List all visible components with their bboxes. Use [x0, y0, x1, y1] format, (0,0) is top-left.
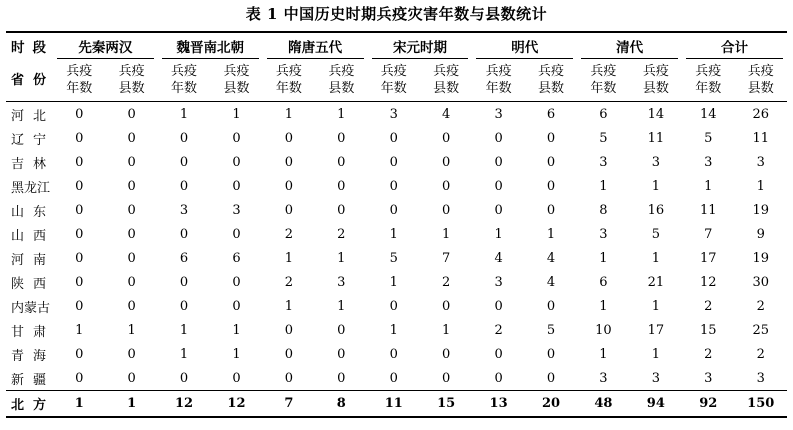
table-cell: 0	[442, 202, 451, 218]
table-cell: 3	[494, 106, 503, 122]
table-cell: 0	[494, 202, 503, 218]
table-cell: 17	[700, 250, 717, 266]
table-cell: 0	[232, 130, 241, 146]
table-cell: 0	[389, 202, 398, 218]
table-cell: 0	[546, 346, 556, 362]
table-cell: 1	[651, 178, 660, 194]
table-cell: 0	[127, 370, 136, 386]
table-cell: 3	[599, 370, 608, 386]
table-cell: 1	[179, 346, 189, 362]
table-cell: 0	[337, 130, 346, 146]
table-cell: 17	[647, 322, 665, 338]
table-cell: 14	[700, 106, 717, 122]
subheader-years: 兵疫 年数	[158, 59, 210, 102]
table-cell: 2	[704, 298, 713, 314]
province-name: 新 疆	[11, 372, 46, 388]
table-cell: 0	[389, 298, 398, 314]
table-cell: 0	[127, 130, 136, 146]
table-cell: 0	[75, 130, 84, 146]
table-cell: 0	[232, 274, 241, 290]
table-cell: 0	[546, 202, 556, 218]
table-cell: 0	[127, 106, 136, 122]
table-cell: 0	[494, 154, 503, 170]
total-row	[6, 391, 787, 418]
table-cell: 0	[284, 322, 294, 338]
total-label: 北 方	[6, 391, 53, 418]
table-cell: 0	[442, 178, 451, 194]
table-cell: 11	[700, 202, 717, 218]
province-header-label: 省 份	[6, 59, 53, 102]
table-cell: 0	[179, 226, 189, 242]
total-cell: 1	[105, 391, 157, 418]
table-body	[6, 102, 787, 391]
table-cell: 0	[494, 178, 503, 194]
table-cell: 19	[752, 202, 770, 218]
table-cell: 25	[752, 322, 770, 338]
table-cell: 21	[647, 274, 665, 290]
table-cell: 0	[494, 130, 503, 146]
table-cell: 0	[75, 370, 84, 386]
table-cell: 2	[337, 226, 346, 242]
table-cell: 11	[647, 130, 665, 146]
table-cell: 0	[179, 274, 189, 290]
table-cell: 1	[179, 322, 189, 338]
table-cell: 6	[599, 274, 608, 290]
table-cell: 3	[704, 370, 713, 386]
subheader-counties: 兵疫 县数	[420, 59, 472, 102]
table-cell: 1	[389, 322, 398, 338]
total-cell: 48	[577, 391, 629, 418]
period-header: 清代	[577, 32, 682, 59]
statistics-table	[6, 31, 787, 418]
total-cell: 12	[210, 391, 262, 418]
subheader-counties: 兵疫 县数	[105, 59, 157, 102]
table-cell: 3	[756, 370, 765, 386]
table-cell: 0	[389, 154, 398, 170]
table-cell: 0	[337, 322, 346, 338]
table-cell: 1	[232, 322, 241, 338]
table-cell: 1	[389, 226, 398, 242]
table-cell: 0	[442, 298, 451, 314]
table-cell: 0	[75, 346, 84, 362]
table-cell: 0	[127, 202, 136, 218]
table-row	[6, 222, 787, 246]
table-cell: 3	[179, 202, 189, 218]
table-cell: 2	[756, 346, 765, 362]
table-cell: 0	[75, 178, 84, 194]
table-row	[6, 198, 787, 222]
period-header-label: 时 段	[6, 32, 53, 59]
table-cell: 16	[647, 202, 665, 218]
subheader-years: 兵疫 年数	[53, 59, 105, 102]
period-header: 隋唐五代	[263, 32, 368, 59]
table-cell: 0	[284, 370, 294, 386]
table-cell: 0	[442, 346, 451, 362]
table-cell: 0	[284, 346, 294, 362]
table-cell: 1	[337, 298, 346, 314]
table-cell: 3	[651, 370, 660, 386]
table-cell: 1	[179, 106, 189, 122]
subheader-counties: 兵疫 县数	[525, 59, 577, 102]
table-cell: 8	[599, 202, 608, 218]
table-cell: 11	[752, 130, 770, 146]
total-cell: 13	[472, 391, 524, 418]
table-cell: 0	[75, 250, 84, 266]
subheader-counties: 兵疫 县数	[210, 59, 262, 102]
province-name: 青 海	[11, 348, 46, 364]
table-cell: 3	[232, 202, 241, 218]
province-name: 内蒙古	[11, 300, 51, 316]
table-cell: 0	[389, 370, 398, 386]
total-cell: 12	[158, 391, 210, 418]
table-cell: 0	[127, 274, 136, 290]
table-cell: 1	[337, 250, 346, 266]
table-cell: 3	[337, 274, 346, 290]
header-row-subheaders	[6, 59, 787, 102]
table-cell: 0	[337, 370, 346, 386]
table-cell: 0	[337, 346, 346, 362]
table-cell: 0	[284, 202, 294, 218]
table-cell: 0	[127, 178, 136, 194]
total-cell: 94	[630, 391, 682, 418]
province-name: 山 东	[11, 204, 46, 220]
table-cell: 0	[127, 154, 136, 170]
table-row	[6, 318, 787, 342]
total-cell: 11	[368, 391, 420, 418]
table-cell: 1	[599, 250, 608, 266]
table-cell: 0	[75, 106, 84, 122]
table-cell: 0	[75, 202, 84, 218]
table-row	[6, 246, 787, 270]
table-cell: 1	[651, 250, 660, 266]
table-cell: 0	[337, 178, 346, 194]
table-cell: 0	[442, 370, 451, 386]
table-row	[6, 366, 787, 391]
table-cell: 5	[599, 130, 608, 146]
table-cell: 0	[337, 202, 346, 218]
province-name: 黑龙江	[11, 180, 51, 196]
table-cell: 5	[389, 250, 398, 266]
table-cell: 5	[704, 130, 713, 146]
table-cell: 2	[704, 346, 713, 362]
table-cell: 1	[651, 346, 660, 362]
province-name: 陕 西	[11, 276, 46, 292]
table-cell: 0	[75, 226, 84, 242]
table-cell: 1	[337, 106, 346, 122]
table-cell: 3	[651, 154, 660, 170]
subheader-counties: 兵疫 县数	[315, 59, 367, 102]
table-cell: 1	[442, 322, 451, 338]
table-cell: 0	[389, 346, 398, 362]
subheader-counties: 兵疫 县数	[630, 59, 682, 102]
table-cell: 0	[389, 130, 398, 146]
table-cell: 4	[442, 106, 451, 122]
table-cell: 1	[651, 298, 660, 314]
total-cell: 8	[315, 391, 367, 418]
table-cell: 1	[599, 178, 608, 194]
table-cell: 0	[179, 370, 189, 386]
total-cell: 7	[263, 391, 315, 418]
table-row	[6, 174, 787, 198]
table-cell: 1	[756, 178, 765, 194]
table-cell: 7	[442, 250, 451, 266]
table-cell: 0	[546, 298, 556, 314]
table-cell: 1	[599, 346, 608, 362]
subheader-years: 兵疫 年数	[682, 59, 734, 102]
table-cell: 15	[700, 322, 717, 338]
table-cell: 1	[284, 106, 294, 122]
table-cell: 12	[700, 274, 717, 290]
table-cell: 0	[179, 178, 189, 194]
subheader-years: 兵疫 年数	[577, 59, 629, 102]
table-row	[6, 150, 787, 174]
table-cell: 0	[179, 130, 189, 146]
table-cell: 1	[389, 274, 398, 290]
total-cell: 1	[53, 391, 105, 418]
table-cell: 0	[337, 154, 346, 170]
table-cell: 3	[756, 154, 765, 170]
subheader-years: 兵疫 年数	[263, 59, 315, 102]
province-name: 吉 林	[11, 156, 46, 172]
table-cell: 1	[599, 298, 608, 314]
table-cell: 1	[442, 226, 451, 242]
table-cell: 19	[752, 250, 770, 266]
table-cell: 0	[442, 154, 451, 170]
total-cell: 150	[734, 391, 787, 418]
table-cell: 1	[284, 298, 294, 314]
table-cell: 6	[232, 250, 241, 266]
table-cell: 1	[75, 322, 84, 338]
table-cell: 0	[546, 130, 556, 146]
table-row	[6, 270, 787, 294]
table-cell: 0	[546, 178, 556, 194]
table-cell: 0	[232, 154, 241, 170]
period-header: 明代	[472, 32, 577, 59]
table-cell: 2	[442, 274, 451, 290]
table-cell: 0	[494, 346, 503, 362]
table-cell: 6	[546, 106, 556, 122]
table-cell: 0	[284, 154, 294, 170]
table-cell: 5	[546, 322, 556, 338]
table-cell: 1	[232, 346, 241, 362]
total-cell: 92	[682, 391, 734, 418]
table-cell: 0	[75, 298, 84, 314]
period-header: 魏晋南北朝	[158, 32, 263, 59]
table-cell: 4	[494, 250, 503, 266]
table-cell: 26	[752, 106, 770, 122]
table-cell: 2	[494, 322, 503, 338]
table-cell: 5	[651, 226, 660, 242]
table-cell: 4	[546, 250, 556, 266]
header-row-periods	[6, 32, 787, 59]
table-cell: 0	[75, 274, 84, 290]
table-row	[6, 126, 787, 150]
table-cell: 0	[127, 250, 136, 266]
table-cell: 0	[179, 298, 189, 314]
table-cell: 3	[389, 106, 398, 122]
table-cell: 3	[494, 274, 503, 290]
province-name: 甘 肃	[11, 324, 46, 340]
period-header: 先秦两汉	[53, 32, 158, 59]
table-cell: 0	[127, 298, 136, 314]
table-row	[6, 294, 787, 318]
table-cell: 0	[494, 370, 503, 386]
table-cell: 0	[179, 154, 189, 170]
total-cell: 20	[525, 391, 577, 418]
table-cell: 1	[232, 106, 241, 122]
province-name: 辽 宁	[11, 132, 46, 148]
table-cell: 2	[284, 274, 294, 290]
table-cell: 6	[179, 250, 189, 266]
table-cell: 0	[232, 226, 241, 242]
province-name: 河 南	[11, 252, 46, 268]
table-cell: 0	[127, 346, 136, 362]
table-cell: 0	[494, 298, 503, 314]
table-cell: 0	[232, 178, 241, 194]
period-header: 合计	[682, 32, 787, 59]
table-cell: 1	[494, 226, 503, 242]
table-cell: 9	[756, 226, 765, 242]
table-cell: 0	[284, 178, 294, 194]
province-name: 山 西	[11, 228, 46, 244]
table-cell: 2	[756, 298, 765, 314]
table-cell: 0	[389, 178, 398, 194]
table-cell: 1	[546, 226, 556, 242]
table-cell: 3	[599, 226, 608, 242]
province-name: 河 北	[11, 108, 46, 124]
table-row	[6, 342, 787, 366]
period-header: 宋元时期	[368, 32, 473, 59]
table-cell: 14	[647, 106, 665, 122]
subheader-years: 兵疫 年数	[472, 59, 524, 102]
table-title: 表 1 中国历史时期兵疫灾害年数与县数统计	[245, 5, 548, 23]
subheader-counties: 兵疫 县数	[734, 59, 787, 102]
table-cell: 7	[704, 226, 713, 242]
table-cell: 3	[704, 154, 713, 170]
total-cell: 15	[420, 391, 472, 418]
table-cell: 1	[284, 250, 294, 266]
table-cell: 10	[595, 322, 612, 338]
table-cell: 0	[127, 226, 136, 242]
table-cell: 0	[442, 130, 451, 146]
table-cell: 0	[284, 130, 294, 146]
table-cell: 6	[599, 106, 608, 122]
table-cell: 3	[599, 154, 608, 170]
table-cell: 0	[546, 370, 556, 386]
table-cell: 1	[704, 178, 713, 194]
table-cell: 0	[546, 154, 556, 170]
table-cell: 30	[752, 274, 770, 290]
table-cell: 1	[127, 322, 136, 338]
table-cell: 0	[232, 370, 241, 386]
table-cell: 0	[232, 298, 241, 314]
table-cell: 4	[546, 274, 556, 290]
subheader-years: 兵疫 年数	[368, 59, 420, 102]
table-row	[6, 102, 787, 127]
table-cell: 0	[75, 154, 84, 170]
table-cell: 2	[284, 226, 294, 242]
